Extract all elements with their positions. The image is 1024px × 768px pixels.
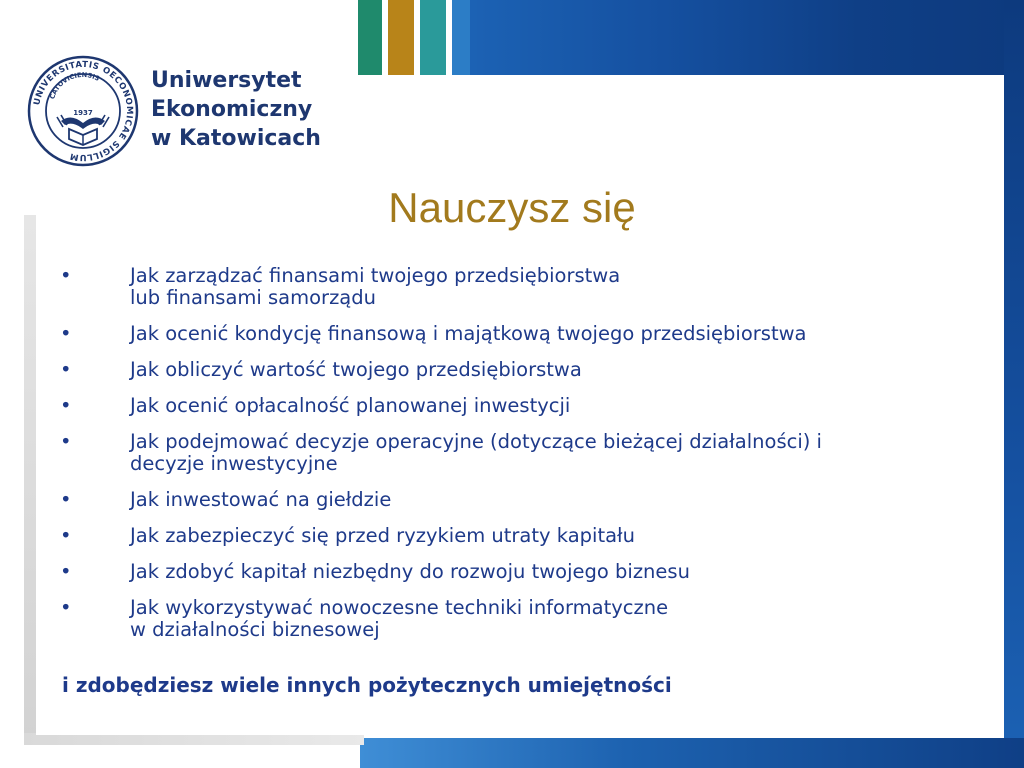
list-item xyxy=(60,265,980,309)
list-item xyxy=(60,395,980,417)
bullet-icon: • xyxy=(60,430,72,453)
university-name xyxy=(151,66,321,153)
list-item xyxy=(60,489,980,511)
bullet-icon: • xyxy=(60,524,72,547)
right-blue-band xyxy=(1004,0,1024,768)
bullet-icon: • xyxy=(60,264,72,287)
list-item-text: Jak ocenić opłacalność planowanej inwestycji xyxy=(130,394,571,417)
panel-left-shadow xyxy=(24,215,36,745)
list-item-text: Jak zdobyć kapitał niezbędny do rozwoju twojego biznesu xyxy=(130,560,690,583)
bullet-icon: • xyxy=(60,596,72,619)
list-item-text: Jak wykorzystywać nowoczesne techniki informatyczne xyxy=(130,596,669,619)
list-item xyxy=(60,597,980,641)
bullet-icon: • xyxy=(60,322,72,345)
slide-title: Nauczysz się xyxy=(388,184,636,231)
list-item-text: Jak zabezpieczyć się przed ryzykiem utraty kapitału xyxy=(130,524,635,547)
list-item-text: Jak zarządzać finansami twojego przedsiębiorstwa xyxy=(130,264,621,287)
skills-list xyxy=(60,265,980,655)
bottom-blue-band xyxy=(360,738,1024,768)
bullet-icon: • xyxy=(60,394,72,417)
list-item xyxy=(60,431,980,475)
university-seal-icon xyxy=(27,55,139,167)
list-item xyxy=(60,561,980,583)
top-blue-band xyxy=(470,0,1024,75)
list-item-text: Jak ocenić kondycję finansową i majątkową twojego przedsiębiorstwa xyxy=(130,322,807,345)
closing-note: i zdobędziesz wiele innych pożytecznych umiejętności xyxy=(62,673,672,697)
seal-inner-text: CATOVICIENSIS xyxy=(48,70,101,101)
list-item-text: Jak podejmować decyzje operacyjne (dotyczące bieżącej działalności) i xyxy=(130,430,822,453)
university-name-line: Ekonomiczny xyxy=(151,97,313,122)
bullet-icon: • xyxy=(60,488,72,511)
list-item-text: lub finansami samorządu xyxy=(130,286,376,309)
seal-outer-text: UNIVERSITATIS OECONOMICAE SIGILLUM xyxy=(32,59,135,163)
list-item xyxy=(60,525,980,547)
seal-year: 1937 xyxy=(73,109,93,117)
list-item xyxy=(60,323,980,345)
list-item-text: Jak obliczyć wartość twojego przedsiębiorstwa xyxy=(130,358,582,381)
list-item-text: w działalności biznesowej xyxy=(130,618,380,641)
list-item xyxy=(60,359,980,381)
accent-stripe-green xyxy=(358,0,382,75)
bullet-icon: • xyxy=(60,560,72,583)
accent-stripe-teal xyxy=(420,0,446,75)
list-item-text: Jak inwestować na giełdzie xyxy=(130,488,392,511)
university-name-line: w Katowicach xyxy=(151,126,321,151)
bullet-icon: • xyxy=(60,358,72,381)
university-name-line: Uniwersytet xyxy=(151,68,302,93)
list-item-text: decyzje inwestycyjne xyxy=(130,452,338,475)
accent-stripe-gold xyxy=(388,0,414,75)
